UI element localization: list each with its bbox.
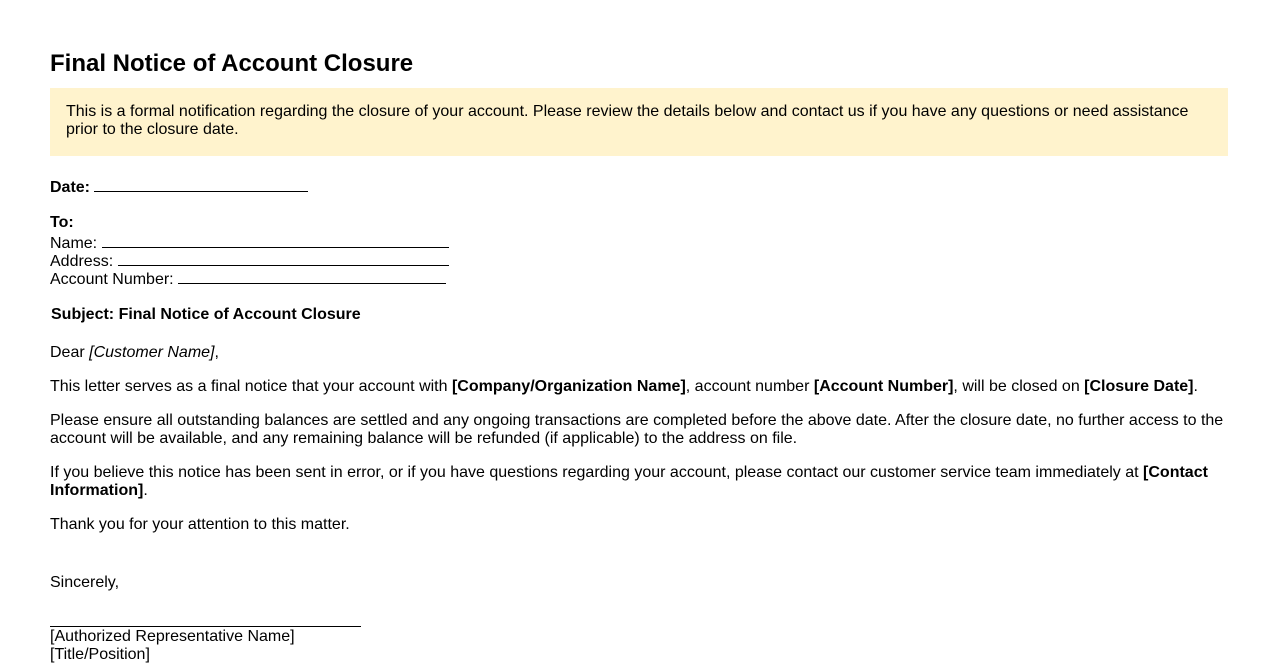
- to-label: [50, 214, 74, 232]
- closing-line: Sincerely,: [50, 574, 120, 591]
- notice-text: This is a formal notification regarding the closure of your account. Please review the details below and contact us if you have any questions or need assistance prior to the closure date.: [66, 103, 1189, 138]
- date-blank: [94, 176, 308, 192]
- closure-date-placeholder: [Closure Date]: [1084, 378, 1194, 395]
- thank-you-line: Thank you for your attention to this matter.: [50, 516, 350, 533]
- to-label-text: To:: [50, 214, 74, 231]
- account-number-label: Account Number:: [50, 271, 174, 288]
- paragraph-contact: [50, 464, 1228, 500]
- notice-banner: [50, 88, 1228, 156]
- para1-text-4: .: [1193, 378, 1198, 395]
- account-number-placeholder: [Account Number]: [813, 378, 954, 395]
- subject-text: Subject: Final Notice of Account Closure: [51, 306, 361, 323]
- salutation-suffix: ,: [214, 344, 219, 361]
- contact-info-placeholder: [Contact Information]: [50, 464, 1208, 499]
- para1-text-2: , account number: [685, 378, 814, 395]
- salutation-prefix: Dear: [50, 344, 90, 361]
- page-title: Final Notice of Account Closure: [50, 50, 414, 77]
- customer-name-placeholder: [Customer Name]: [89, 344, 215, 361]
- para1-text-3: , will be closed on: [953, 378, 1085, 395]
- account-number-blank: [178, 268, 446, 284]
- representative-title: [Title/Position]: [50, 646, 150, 663]
- company-name-placeholder: [Company/Organization Name]: [451, 378, 686, 395]
- para3-text-2: .: [143, 482, 148, 499]
- para1-text-1: This letter serves as a final notice that your account with: [50, 378, 452, 395]
- paragraph-closure-notice: [50, 378, 1228, 396]
- date-row: [50, 176, 308, 197]
- name-label: Name:: [50, 235, 98, 252]
- address-label: Address:: [50, 253, 114, 270]
- address-blank: [118, 250, 449, 266]
- subject-line: [51, 306, 361, 324]
- account-number-row: [50, 268, 446, 289]
- name-blank: [102, 232, 449, 248]
- paragraph-balances: Please ensure all outstanding balances are settled and any ongoing transactions are completed before the above date. After the closure date, no further access to the account will be available, and any remaining balance will be refunded (if applicable) to the address on file.: [50, 412, 1224, 447]
- para3-text-1: If you believe this notice has been sent in error, or if you have questions regarding your account, please contact our customer service team immediately at: [50, 464, 1144, 481]
- date-label: Date:: [50, 179, 91, 196]
- representative-name: [Authorized Representative Name]: [50, 628, 295, 645]
- signature-line: [50, 626, 361, 627]
- salutation: [50, 344, 219, 362]
